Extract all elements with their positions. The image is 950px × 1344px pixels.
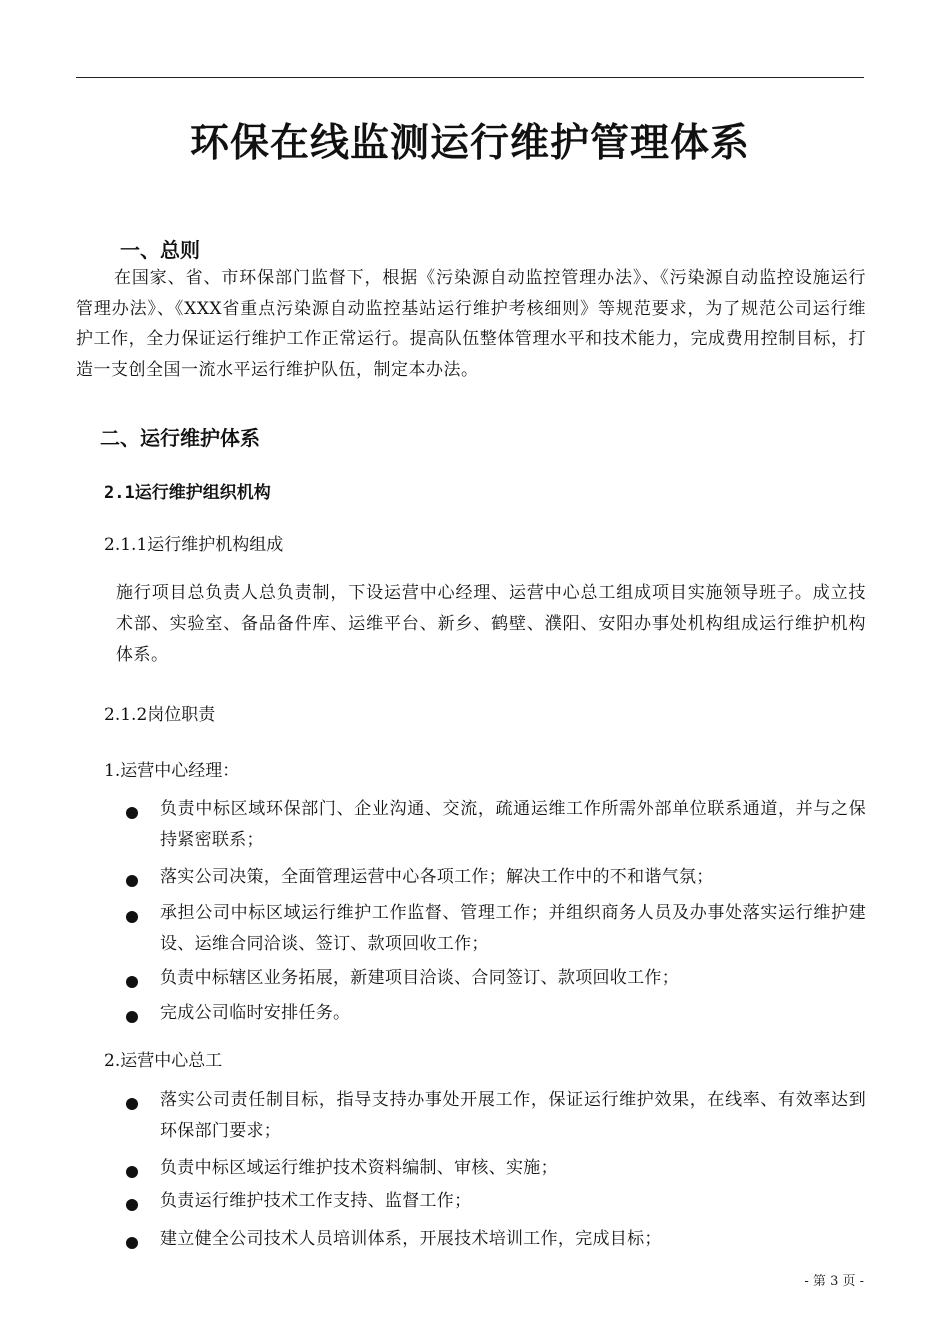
bullet-icon: [126, 875, 138, 887]
bullet-icon: [126, 1011, 138, 1023]
bullet-icon: [126, 1237, 138, 1249]
subsubsection-heading-composition: 2.1.1运行维护机构组成: [104, 535, 284, 555]
bullet-icon: [126, 807, 138, 819]
role-label-manager: 1.运营中心经理：: [104, 761, 240, 781]
header-rule: [76, 77, 864, 78]
role-label-chief-engineer: 2.运营中心总工: [104, 1051, 223, 1071]
section-heading-system: 二、运行维护体系: [100, 426, 260, 450]
composition-paragraph: 施行项目总负责人总负责制，下设运营中心经理、运营中心总工组成项目实施领导班子。成立技术部、实验室、备品备件库、运维平台、新乡、鹤壁、濮阳、安阳办事处机构组成运行维护机构体系。: [116, 583, 866, 665]
bullet-icon: [126, 976, 138, 988]
section-heading-general: 一、总则: [120, 238, 200, 262]
bullet-icon: [126, 1199, 138, 1211]
bullet-icon: [126, 1098, 138, 1110]
subsubsection-heading-duties: 2.1.2岗位职责: [104, 705, 216, 725]
bullet-icon: [126, 1166, 138, 1178]
bullet-icon: [126, 911, 138, 923]
document-title: 环保在线监测运行维护管理体系: [189, 121, 750, 166]
subsection-heading-org: 2.1运行维护组织机构: [104, 483, 271, 503]
page-number: - 第 3 页 -: [804, 1274, 864, 1289]
general-paragraph: 在国家、省、市环保部门监督下，根据《污染源自动监控管理办法》、《污染源自动监控设施运行管理办法》、《XXX省重点污染源自动监控基站运行维护考核细则》等规范要求，为了规范公司运行维护工作，全力保证运行维护工作正常运行。提高队伍整体管理水平和技术能力，完成费用控制目标，打造一支创全国一流水平运行维护队伍，制定本办法。: [76, 268, 866, 380]
